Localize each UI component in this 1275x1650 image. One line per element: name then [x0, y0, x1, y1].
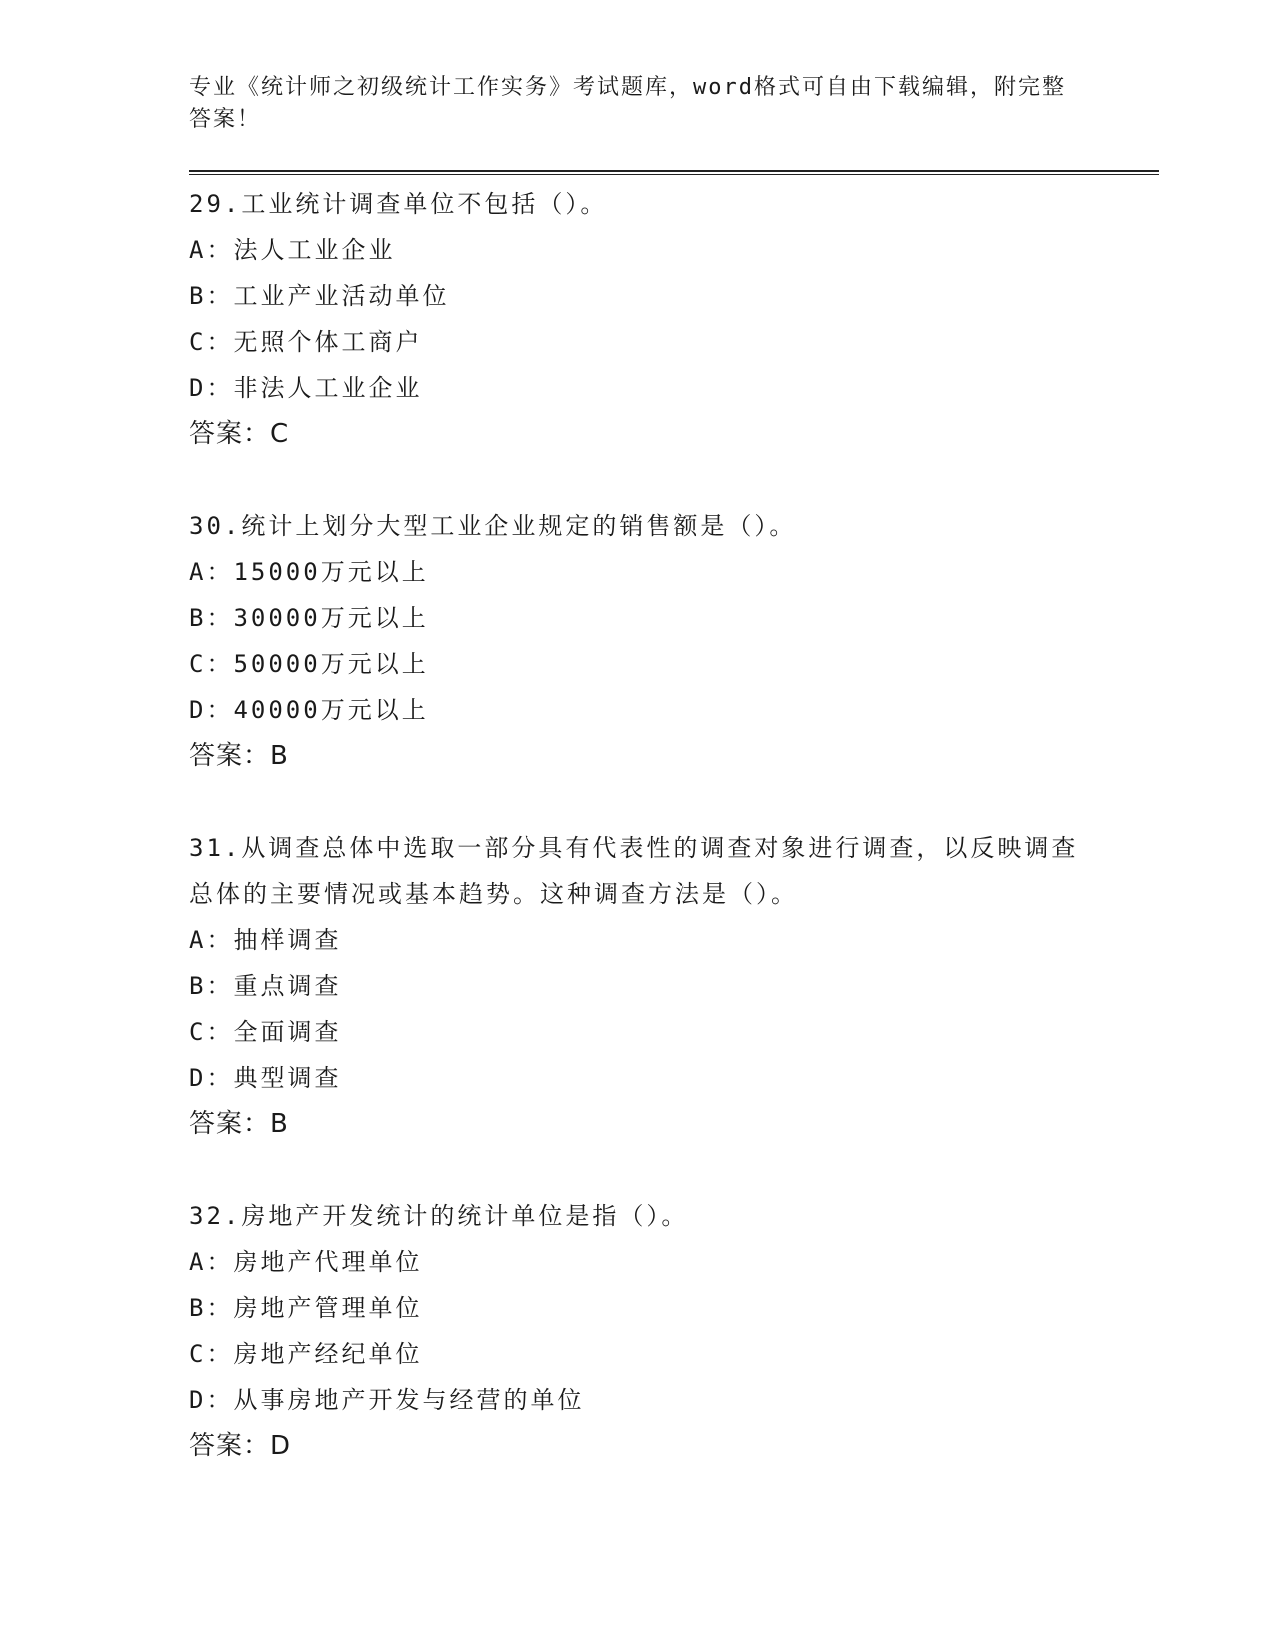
document-header: 专业《统计师之初级统计工作实务》考试题库，word格式可自由下载编辑，附完整答案！ — [189, 75, 1066, 132]
question-30 — [189, 503, 1159, 779]
question-stem: 32.房地产开发统计的统计单位是指（）。 — [189, 1202, 689, 1230]
option-b: B：工业产业活动单位 — [189, 282, 450, 310]
option-d: D：非法人工业企业 — [189, 374, 423, 402]
question-31 — [189, 825, 1159, 1147]
question-stem: 30.统计上划分大型工业企业规定的销售额是（）。 — [189, 512, 797, 540]
question-29 — [189, 181, 1159, 457]
question-stem: 31.从调查总体中选取一部分具有代表性的调查对象进行调查，以反映调查总体的主要情况或基本趋势。这种调查方法是（）。 — [189, 834, 1079, 908]
header-divider — [189, 170, 1159, 175]
option-c: C：50000万元以上 — [189, 650, 429, 678]
option-a: A：15000万元以上 — [189, 558, 429, 586]
answer: 答案：C — [189, 419, 290, 449]
option-b: B：30000万元以上 — [189, 604, 429, 632]
question-32 — [189, 1193, 1159, 1469]
option-c: C：无照个体工商户 — [189, 328, 423, 356]
option-d: D：典型调查 — [189, 1064, 342, 1092]
option-a: A：房地产代理单位 — [189, 1248, 423, 1276]
option-a: A：法人工业企业 — [189, 236, 396, 264]
option-d: D：从事房地产开发与经营的单位 — [189, 1386, 585, 1414]
option-a: A：抽样调查 — [189, 926, 342, 954]
question-stem: 29.工业统计调查单位不包括（）。 — [189, 190, 608, 218]
option-b: B：重点调查 — [189, 972, 342, 1000]
option-c: C：全面调查 — [189, 1018, 342, 1046]
answer: 答案：D — [189, 1431, 292, 1461]
option-b: B：房地产管理单位 — [189, 1294, 423, 1322]
option-d: D：40000万元以上 — [189, 696, 429, 724]
question-list — [189, 181, 1159, 1469]
option-c: C：房地产经纪单位 — [189, 1340, 423, 1368]
answer: 答案：B — [189, 1109, 289, 1139]
document-page — [189, 72, 1159, 1515]
answer: 答案：B — [189, 741, 289, 771]
